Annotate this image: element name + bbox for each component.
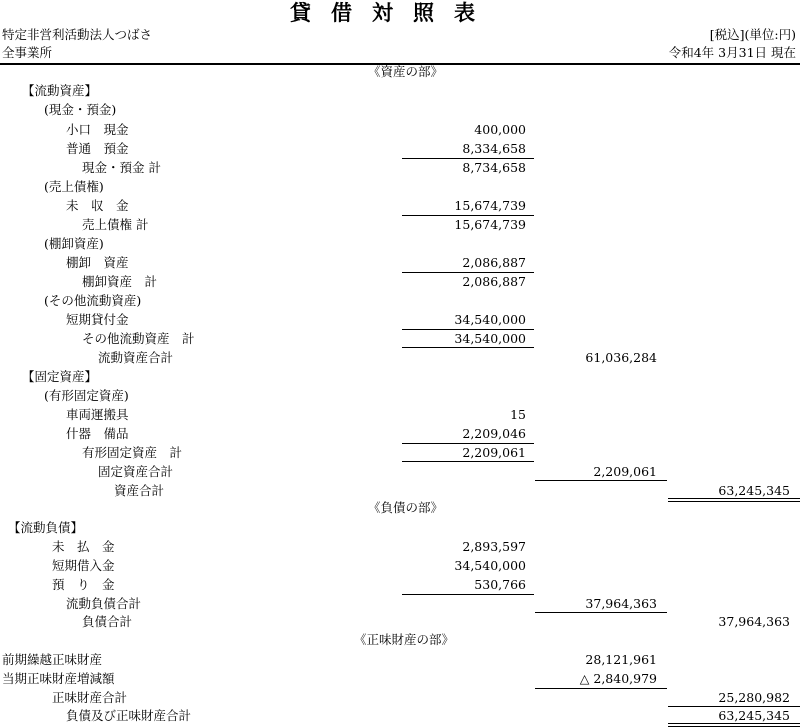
deposits-received-label: 預 り 金 xyxy=(52,577,115,592)
inventory-label: 棚卸 資産 xyxy=(66,255,129,270)
cash-group-label: (現金・預金) xyxy=(44,102,117,117)
double-total-rule xyxy=(668,498,800,502)
net-assets-change-label: 当期正味財産増減額 xyxy=(2,671,115,686)
deposits-received-value: 530,766 xyxy=(474,577,526,592)
subtotal-rule xyxy=(402,594,534,595)
net-assets-change-value: △ 2,840,979 xyxy=(579,671,657,686)
inventory-total-value: 2,086,887 xyxy=(462,274,526,289)
liabilities-total-label: 負債合計 xyxy=(82,614,133,629)
assets-total-label: 資産合計 xyxy=(114,483,165,498)
receivables-total-label: 売上債権 計 xyxy=(82,217,149,232)
page-title: 貸借対照表 xyxy=(290,0,495,25)
current-assets-total-value: 61,036,284 xyxy=(585,350,657,365)
receivables-group-label: (売上債権) xyxy=(44,179,104,194)
inventory-group-label: (棚卸資産) xyxy=(44,236,104,251)
ordinary-deposit-label: 普通 預金 xyxy=(66,141,129,156)
subtotal-rule xyxy=(402,272,534,273)
tangible-total-label: 有形固定資産 計 xyxy=(82,445,183,460)
fixed-assets-total-value: 2,209,061 xyxy=(593,464,657,479)
fixed-assets-total-label: 固定資産合計 xyxy=(98,464,174,479)
current-assets-heading: 【流動資産】 xyxy=(22,83,98,98)
prior-net-assets-label: 前期繰越正味財産 xyxy=(2,652,103,667)
petty-cash-label: 小口 現金 xyxy=(66,122,129,137)
assets-total-value: 63,245,345 xyxy=(718,483,790,498)
section-assets-heading: 《資産の部》 xyxy=(368,64,444,79)
vehicles-label: 車両運搬具 xyxy=(66,407,129,422)
accounts-payable-label: 未 払 金 xyxy=(52,539,115,554)
report-date: 令和4年 3月31日 現在 xyxy=(668,45,796,60)
liabilities-total-value: 37,964,363 xyxy=(718,614,790,629)
inventory-total-label: 棚卸資産 計 xyxy=(82,274,158,289)
other-current-group-label: (その他流動資産) xyxy=(44,293,142,308)
organization-name: 特定非営利活動法人つばさ xyxy=(2,27,153,42)
subtotal-rule xyxy=(535,612,667,613)
subtotal-rule xyxy=(402,158,534,159)
accrued-income-value: 15,674,739 xyxy=(454,198,526,213)
grand-total-value: 63,245,345 xyxy=(718,708,790,723)
subtotal-rule xyxy=(402,443,534,444)
petty-cash-value: 400,000 xyxy=(474,122,526,137)
tangible-total-value: 2,209,061 xyxy=(462,445,526,460)
fixed-assets-heading: 【固定資産】 xyxy=(22,369,98,384)
short-borrowings-value: 34,540,000 xyxy=(454,558,526,573)
current-liabilities-heading: 【流動負債】 xyxy=(8,520,84,535)
subtotal-rule xyxy=(402,215,534,216)
vehicles-value: 15 xyxy=(510,407,526,422)
double-total-rule xyxy=(668,723,800,727)
subtotal-rule xyxy=(535,688,667,689)
section-liabilities-heading: 《負債の部》 xyxy=(368,500,444,515)
current-liabilities-total-value: 37,964,363 xyxy=(585,596,657,611)
tax-unit-label: [税込](単位:円) xyxy=(709,27,796,42)
short-borrowings-label: 短期借入金 xyxy=(52,558,115,573)
cash-total-label: 現金・預金 計 xyxy=(82,160,161,175)
tangible-group-label: (有形固定資産) xyxy=(44,388,129,403)
section-net-assets-heading: 《正味財産の部》 xyxy=(354,632,455,647)
division-name: 全事業所 xyxy=(2,45,53,60)
current-assets-total-label: 流動資産合計 xyxy=(98,350,174,365)
subtotal-rule xyxy=(402,461,534,462)
fixtures-label: 什器 備品 xyxy=(66,426,129,441)
subtotal-rule xyxy=(535,480,667,481)
accounts-payable-value: 2,893,597 xyxy=(462,539,526,554)
accrued-income-label: 未 収 金 xyxy=(66,198,129,213)
net-assets-total-value: 25,280,982 xyxy=(718,690,790,705)
ordinary-deposit-value: 8,334,658 xyxy=(462,141,526,156)
receivables-total-value: 15,674,739 xyxy=(454,217,526,232)
grand-total-label: 負債及び正味財産合計 xyxy=(66,708,192,723)
net-assets-total-label: 正味財産合計 xyxy=(52,690,128,705)
inventory-value: 2,086,887 xyxy=(462,255,526,270)
subtotal-rule xyxy=(402,347,534,348)
cash-total-value: 8,734,658 xyxy=(462,160,526,175)
short-loans-value: 34,540,000 xyxy=(454,312,526,327)
short-loans-label: 短期貸付金 xyxy=(66,312,129,327)
subtotal-rule xyxy=(402,329,534,330)
prior-net-assets-value: 28,121,961 xyxy=(585,652,657,667)
other-current-total-value: 34,540,000 xyxy=(454,331,526,346)
current-liabilities-total-label: 流動負債合計 xyxy=(66,596,142,611)
fixtures-value: 2,209,046 xyxy=(462,426,526,441)
other-current-total-label: その他流動資産 計 xyxy=(82,331,195,346)
subtotal-rule xyxy=(668,706,800,707)
